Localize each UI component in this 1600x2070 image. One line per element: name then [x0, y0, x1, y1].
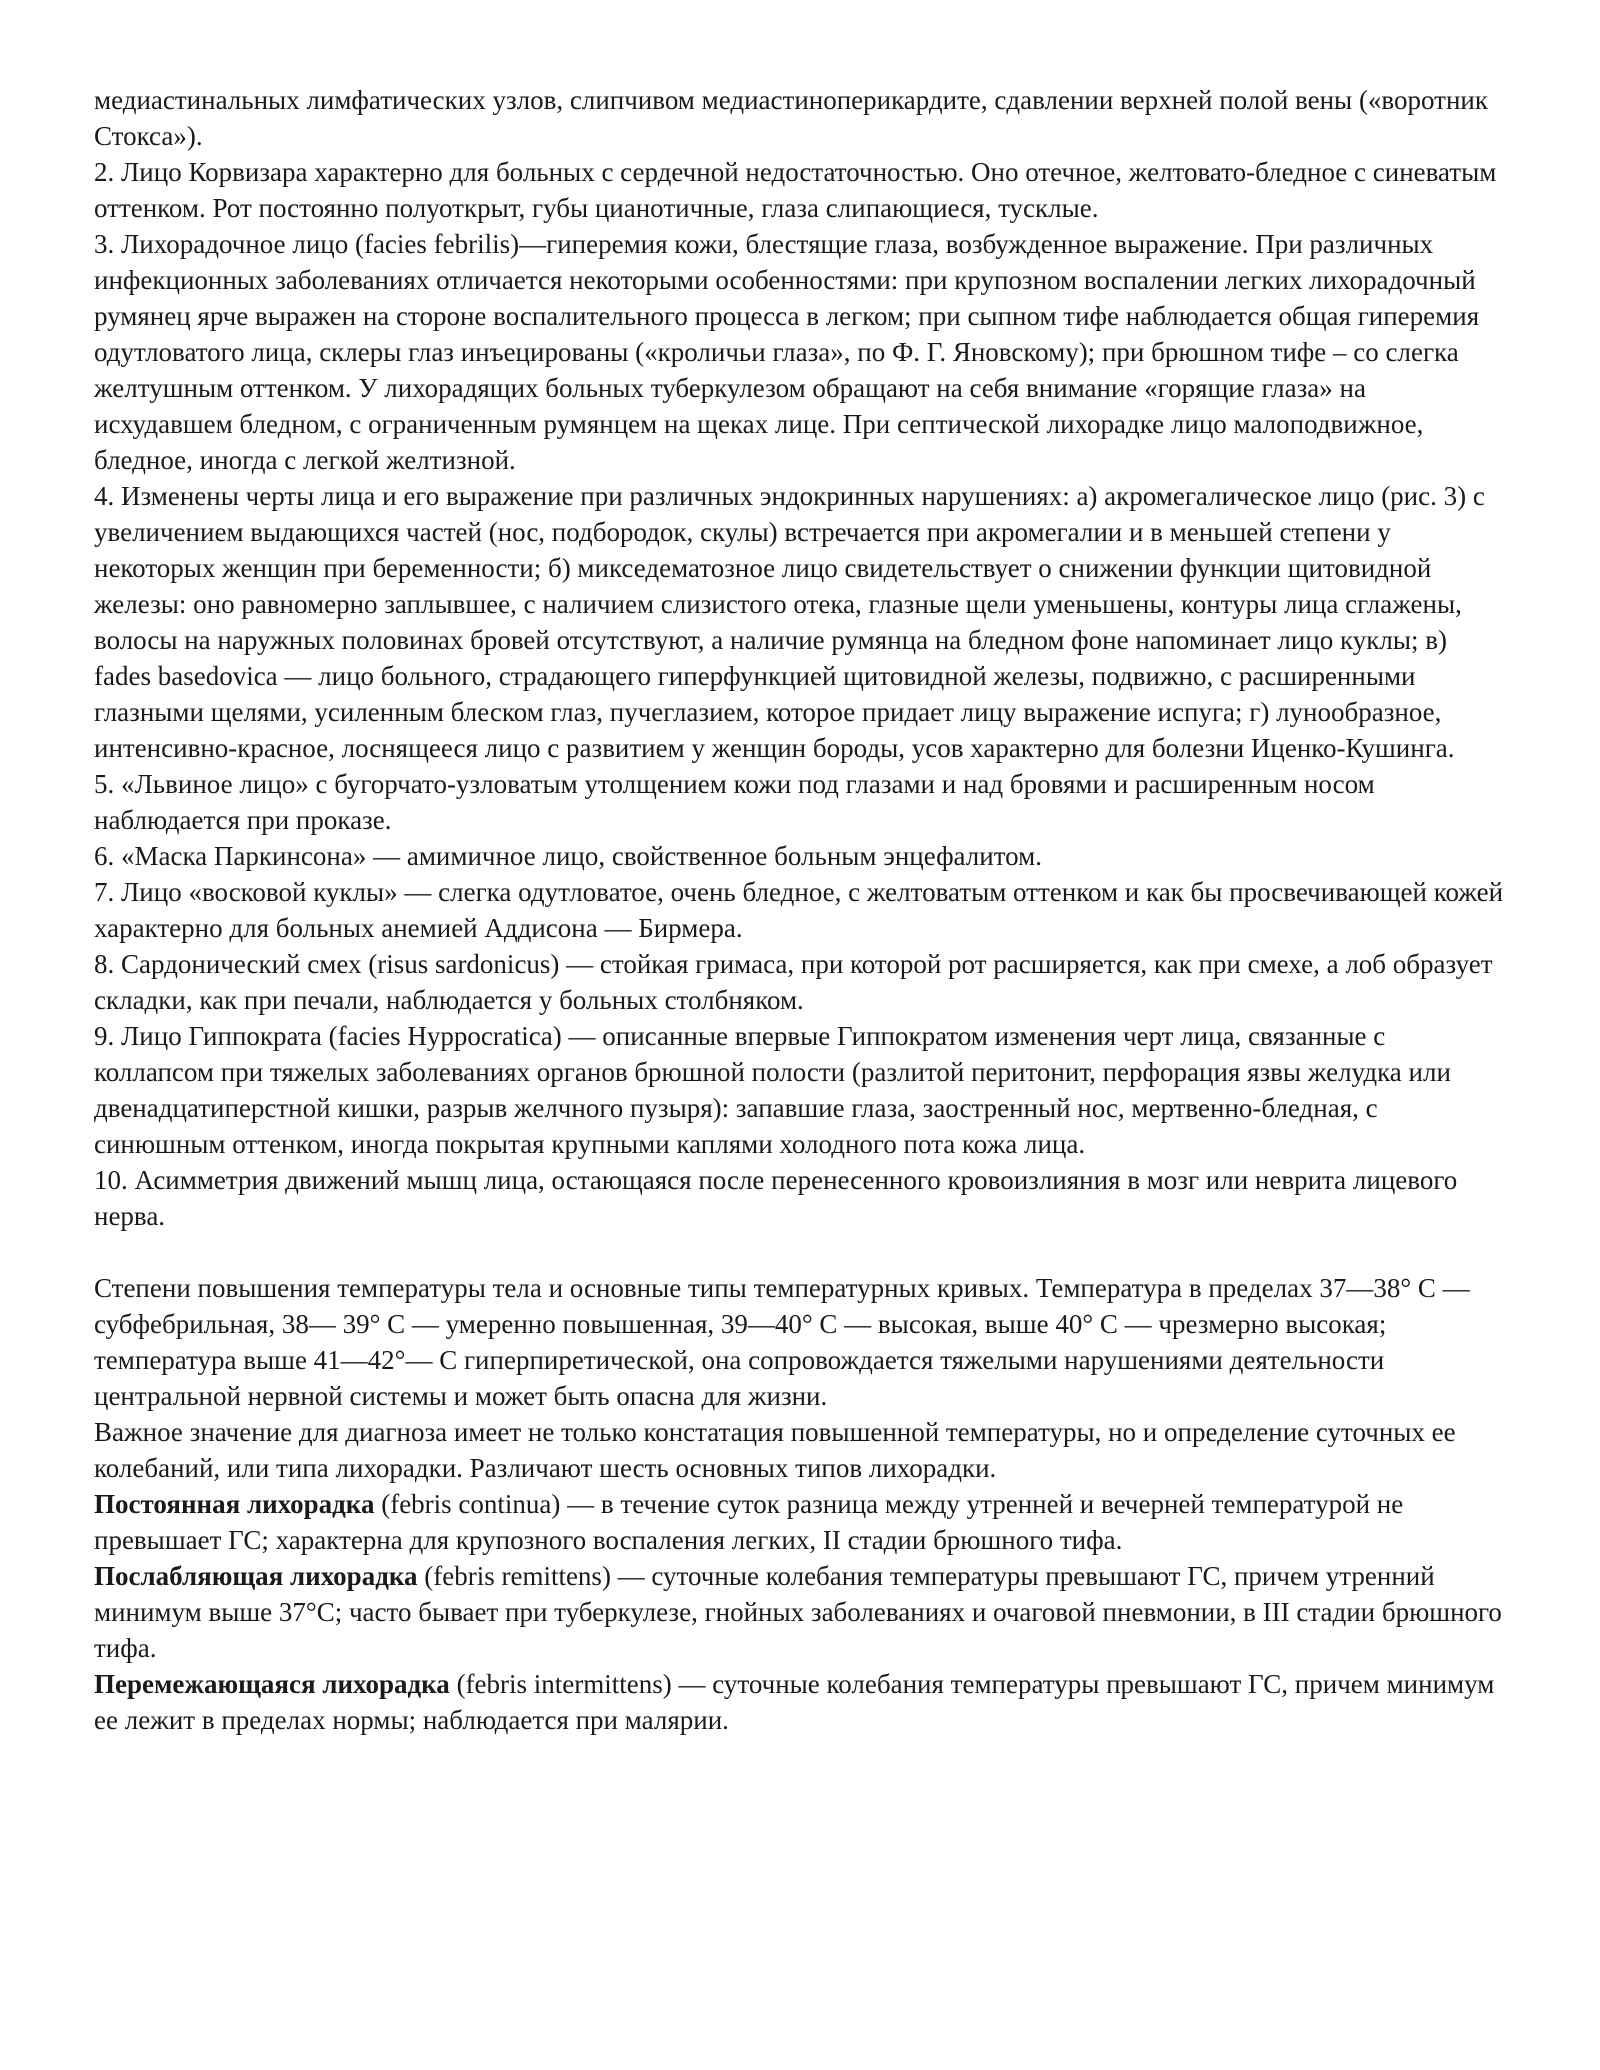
paragraph-wax-doll-face: 7. Лицо «восковой куклы» — слегка одутловатое, очень бледное, с желтоватым оттенком и как бы просвечивающей кожей характерно для больных анемией Аддисона — Бирмера. — [94, 877, 1504, 943]
paragraph-sardonic-smile: 8. Сардонический смех (risus sardonicus) — стойкая гримаса, при которой рот расширяется, как при смехе, а лоб образует складки, как при печали, наблюдается у больных столбняком. — [94, 949, 1493, 1015]
term-remittens: Послабляющая лихорадка — [94, 1561, 418, 1591]
definition-continua: (febris continua) — в течение суток разница между утренней и вечерней температурой не превышает ГС; характерна для крупозного воспаления легких, II стадии брюшного тифа. — [94, 1489, 1404, 1555]
blank-line — [94, 1234, 1510, 1270]
paragraph-fever-types-intro: Важное значение для диагноза имеет не только констатация повышенной температуры, но и определение суточных ее колебаний, или типа лихорадки. Различают шесть основных типов лихорадки. — [94, 1417, 1456, 1483]
paragraph-lion-face: 5. «Львиное лицо» с бугорчато-узловатым утолщением кожи под глазами и над бровями и расширенным носом наблюдается при проказе. — [94, 769, 1375, 835]
paragraph-fever-continua — [94, 1486, 1510, 1558]
paragraph-temperature-degrees: Степени повышения температуры тела и основные типы температурных кривых. Температура в пределах 37—38° С — субфебрильная, 38— 39° С — умеренно повышенная, 39—40° С — высокая, выше 40° С — чрезмерно высокая; температура выше 41—42°— С гиперпиретической, она сопровождается тяжелыми нарушениями деятельности центральной нервной системы и может быть опасна для жизни. — [94, 1273, 1470, 1411]
paragraph-parkinson-mask: 6. «Маска Паркинсона» — амимичное лицо, свойственное больным энцефалитом. — [94, 841, 1042, 871]
definition-remittens: (febris remittens) — суточные колебания температуры превышают ГС, причем утренний минимум выше 37°С; часто бывает при туберкулезе, гнойных заболеваниях и очаговой пневмонии, в III стадии брюшного тифа. — [94, 1561, 1502, 1663]
paragraph-fever-remittens — [94, 1558, 1510, 1666]
paragraph-mediastinal: медиастинальных лимфатических узлов, слипчивом медиастиноперикардите, сдавлении верхней полой вены («воротник Стокса»). — [94, 85, 1488, 151]
term-intermittens: Перемежающаяся лихорадка — [94, 1669, 450, 1699]
term-continua: Постоянная лихорадка — [94, 1489, 375, 1519]
paragraph-fever-intermittens — [94, 1666, 1510, 1738]
paragraph-facial-asymmetry: 10. Асимметрия движений мышц лица, остающаяся после перенесенного кровоизлияния в мозг или неврита лицевого нерва. — [94, 1165, 1458, 1231]
paragraph-corvisart-face: 2. Лицо Корвизара характерно для больных с сердечной недостаточностью. Оно отечное, желтовато-бледное с синеватым оттенком. Рот постоянно полуоткрыт, губы цианотичные, глаза слипающиеся, тусклые. — [94, 157, 1497, 223]
paragraph-endocrine-face: 4. Изменены черты лица и его выражение при различных эндокринных нарушениях: а) акромегалическое лицо (рис. 3) с увеличением выдающихся частей (нос, подбородок, скулы) встречается при акромегалии и в меньшей степени у некоторых женщин при беременности; б) микседематозное лицо свидетельствует о снижении функции щитовидной железы: оно равномерно заплывшее, с наличием слизистого отека, глазные щели уменьшены, контуры лица сглажены, волосы на наружных половинах бровей отсутствуют, а наличие румянца на бледном фоне напоминает лицо куклы; в) fades basedovica — лицо больного, страдающего гиперфункцией щитовидной железы, подвижно, с расширенными глазными щелями, усиленным блеском глаз, пучеглазием, которое придает лицу выражение испуга; г) лунообразное, интенсивно-красное, лоснящееся лицо с развитием у женщин бороды, усов характерно для болезни Иценко-Кушинга. — [94, 481, 1485, 763]
paragraph-febrile-face: 3. Лихорадочное лицо (facies febrilis)—гиперемия кожи, блестящие глаза, возбужденное выражение. При различных инфекционных заболеваниях отличается некоторыми особенностями: при крупозном воспалении легких лихорадочный румянец ярче выражен на стороне воспалительного процесса в легком; при сыпном тифе наблюдается общая гиперемия одутловатого лица, склеры глаз инъецированы («кроличьи глаза», по Ф. Г. Яновскому); при брюшном тифе – со слегка желтушным оттенком. У лихорадящих больных туберкулезом обращают на себя внимание «горящие глаза» на исхудавшем бледном, с ограниченным румянцем на щеках лице. При септической лихорадке лицо малоподвижное, бледное, иногда с легкой желтизной. — [94, 229, 1480, 475]
definition-intermittens: (febris intermittens) — суточные колебания температуры превышают ГС, причем минимум ее лежит в пределах нормы; наблюдается при малярии. — [94, 1669, 1495, 1735]
paragraph-hippocratic-face: 9. Лицо Гиппократа (facies Hyppocratica) — описанные впервые Гиппократом изменения черт лица, связанные с коллапсом при тяжелых заболеваниях органов брюшной полости (разлитой перитонит, перфорация язвы желудка или двенадцатиперстной кишки, разрыв желчного пузыря): запавшие глаза, заостренный нос, мертвенно-бледная, с синюшным оттенком, иногда покрытая крупными каплями холодного пота кожа лица. — [94, 1021, 1451, 1159]
